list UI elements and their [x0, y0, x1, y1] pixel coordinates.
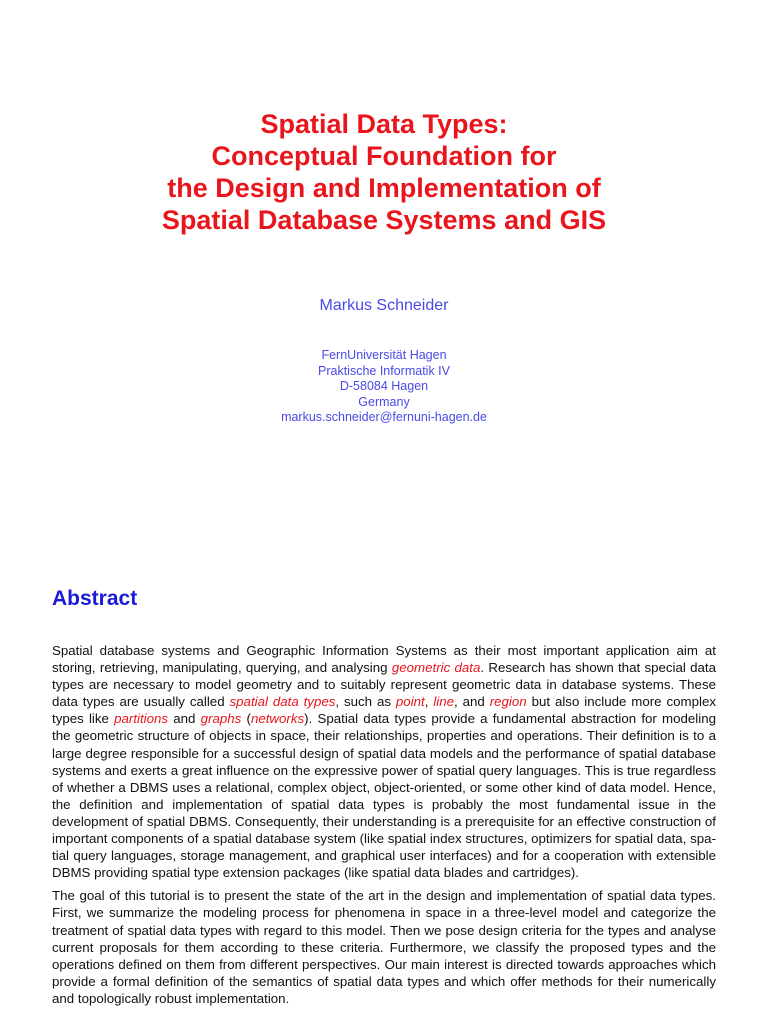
- author-email: markus.schneider@fernuni-hagen.de: [281, 410, 487, 425]
- p1-text-3: , such as: [335, 694, 396, 710]
- abstract-paragraph-2: The goal of this tutorial is to present the state of the art in the design and implementation of spatial data types. First, we summarize the modeling process for phenomena in space in a three-level model and categorize the treatment of spatial data types with regard to this model. Then we pose design criteria for the types and analyse current proposals for them according to these criteria. Furthermore, we classify the proposed types and the operations defined on them from different perspectives. Our main interest is directed towards approaches which provide a formal definition of the semantics of spatial data types and which offer methods for their numerically and topologically robust implementation.: [52, 888, 716, 1006]
- p1-text-4: ,: [424, 694, 434, 710]
- affiliation-postcode-city: D-58084 Hagen: [339, 379, 429, 394]
- term-networks: networks: [250, 711, 305, 727]
- term-spatial-data-types: spatial data types: [229, 694, 336, 710]
- title-line-1: Spatial Data Types:: [260, 109, 508, 139]
- affiliation-university: FernUniversität Hagen: [321, 348, 447, 362]
- author-name: Markus Schneider: [319, 297, 449, 314]
- affiliation-block: [0, 348, 768, 426]
- title-line-2: Conceptual Foundation for: [211, 141, 557, 171]
- abstract-heading: Abstract: [52, 587, 138, 610]
- p1-text-1: Spatial database systems and Geographic Information Systems as their most important application aim at storing, retrieving, manipulating, querying, and analysing: [52, 643, 716, 676]
- p1-text-5: , and: [454, 694, 490, 710]
- p1-text-7: and: [168, 711, 201, 727]
- abstract-paragraph-1: [52, 642, 716, 881]
- term-geometric-data: geometric data: [391, 660, 481, 676]
- term-line: line: [433, 694, 455, 710]
- term-partitions: partitions: [114, 711, 169, 727]
- term-graphs: graphs: [200, 711, 242, 727]
- affiliation-department: Praktische Informatik IV: [318, 363, 450, 378]
- paper-title: [0, 108, 768, 236]
- p1-text-9: ). Spatial data types provide a fundamental abstraction for modeling the geometric structure of objects in space, their relationships, properties and operations. Their definition is to a large degree responsible for a successful design of spatial data models and the performance of spatial database systems and exerts a great influence on the expressive power of spatial query languages. This is true regardless of whether a DBMS uses a relational, complex object, object-oriented, or some other kind of data model. Hence, the definition and implementation of spatial data types is probably the most fundamental issue in the development of spatial DBMS. Consequently, their understanding is a prerequisite for an effective construction of important components of a spatial database system (like spatial index structures, optimizers for spatial data, spatial query languages, storage management, and graphical user interfaces) and for a cooperation with extensible DBMS providing spatial type extension packages (like spatial data blades and cartridges).: [52, 711, 716, 881]
- title-line-3: the Design and Implementation of: [167, 173, 601, 203]
- p1-text-2: . Research has shown that special data types are necessary to model geometry and to suitably represent geometric data in database systems. These data types are usually called: [52, 660, 717, 710]
- term-point: point: [395, 694, 425, 710]
- p1-text-6: but also include more complex types like: [52, 694, 716, 727]
- term-region: region: [489, 694, 527, 710]
- title-line-4: Spatial Database Systems and GIS: [161, 205, 607, 235]
- abstract-body: [52, 642, 716, 1013]
- p1-text-8: (: [241, 711, 251, 727]
- affiliation-country: Germany: [358, 394, 410, 409]
